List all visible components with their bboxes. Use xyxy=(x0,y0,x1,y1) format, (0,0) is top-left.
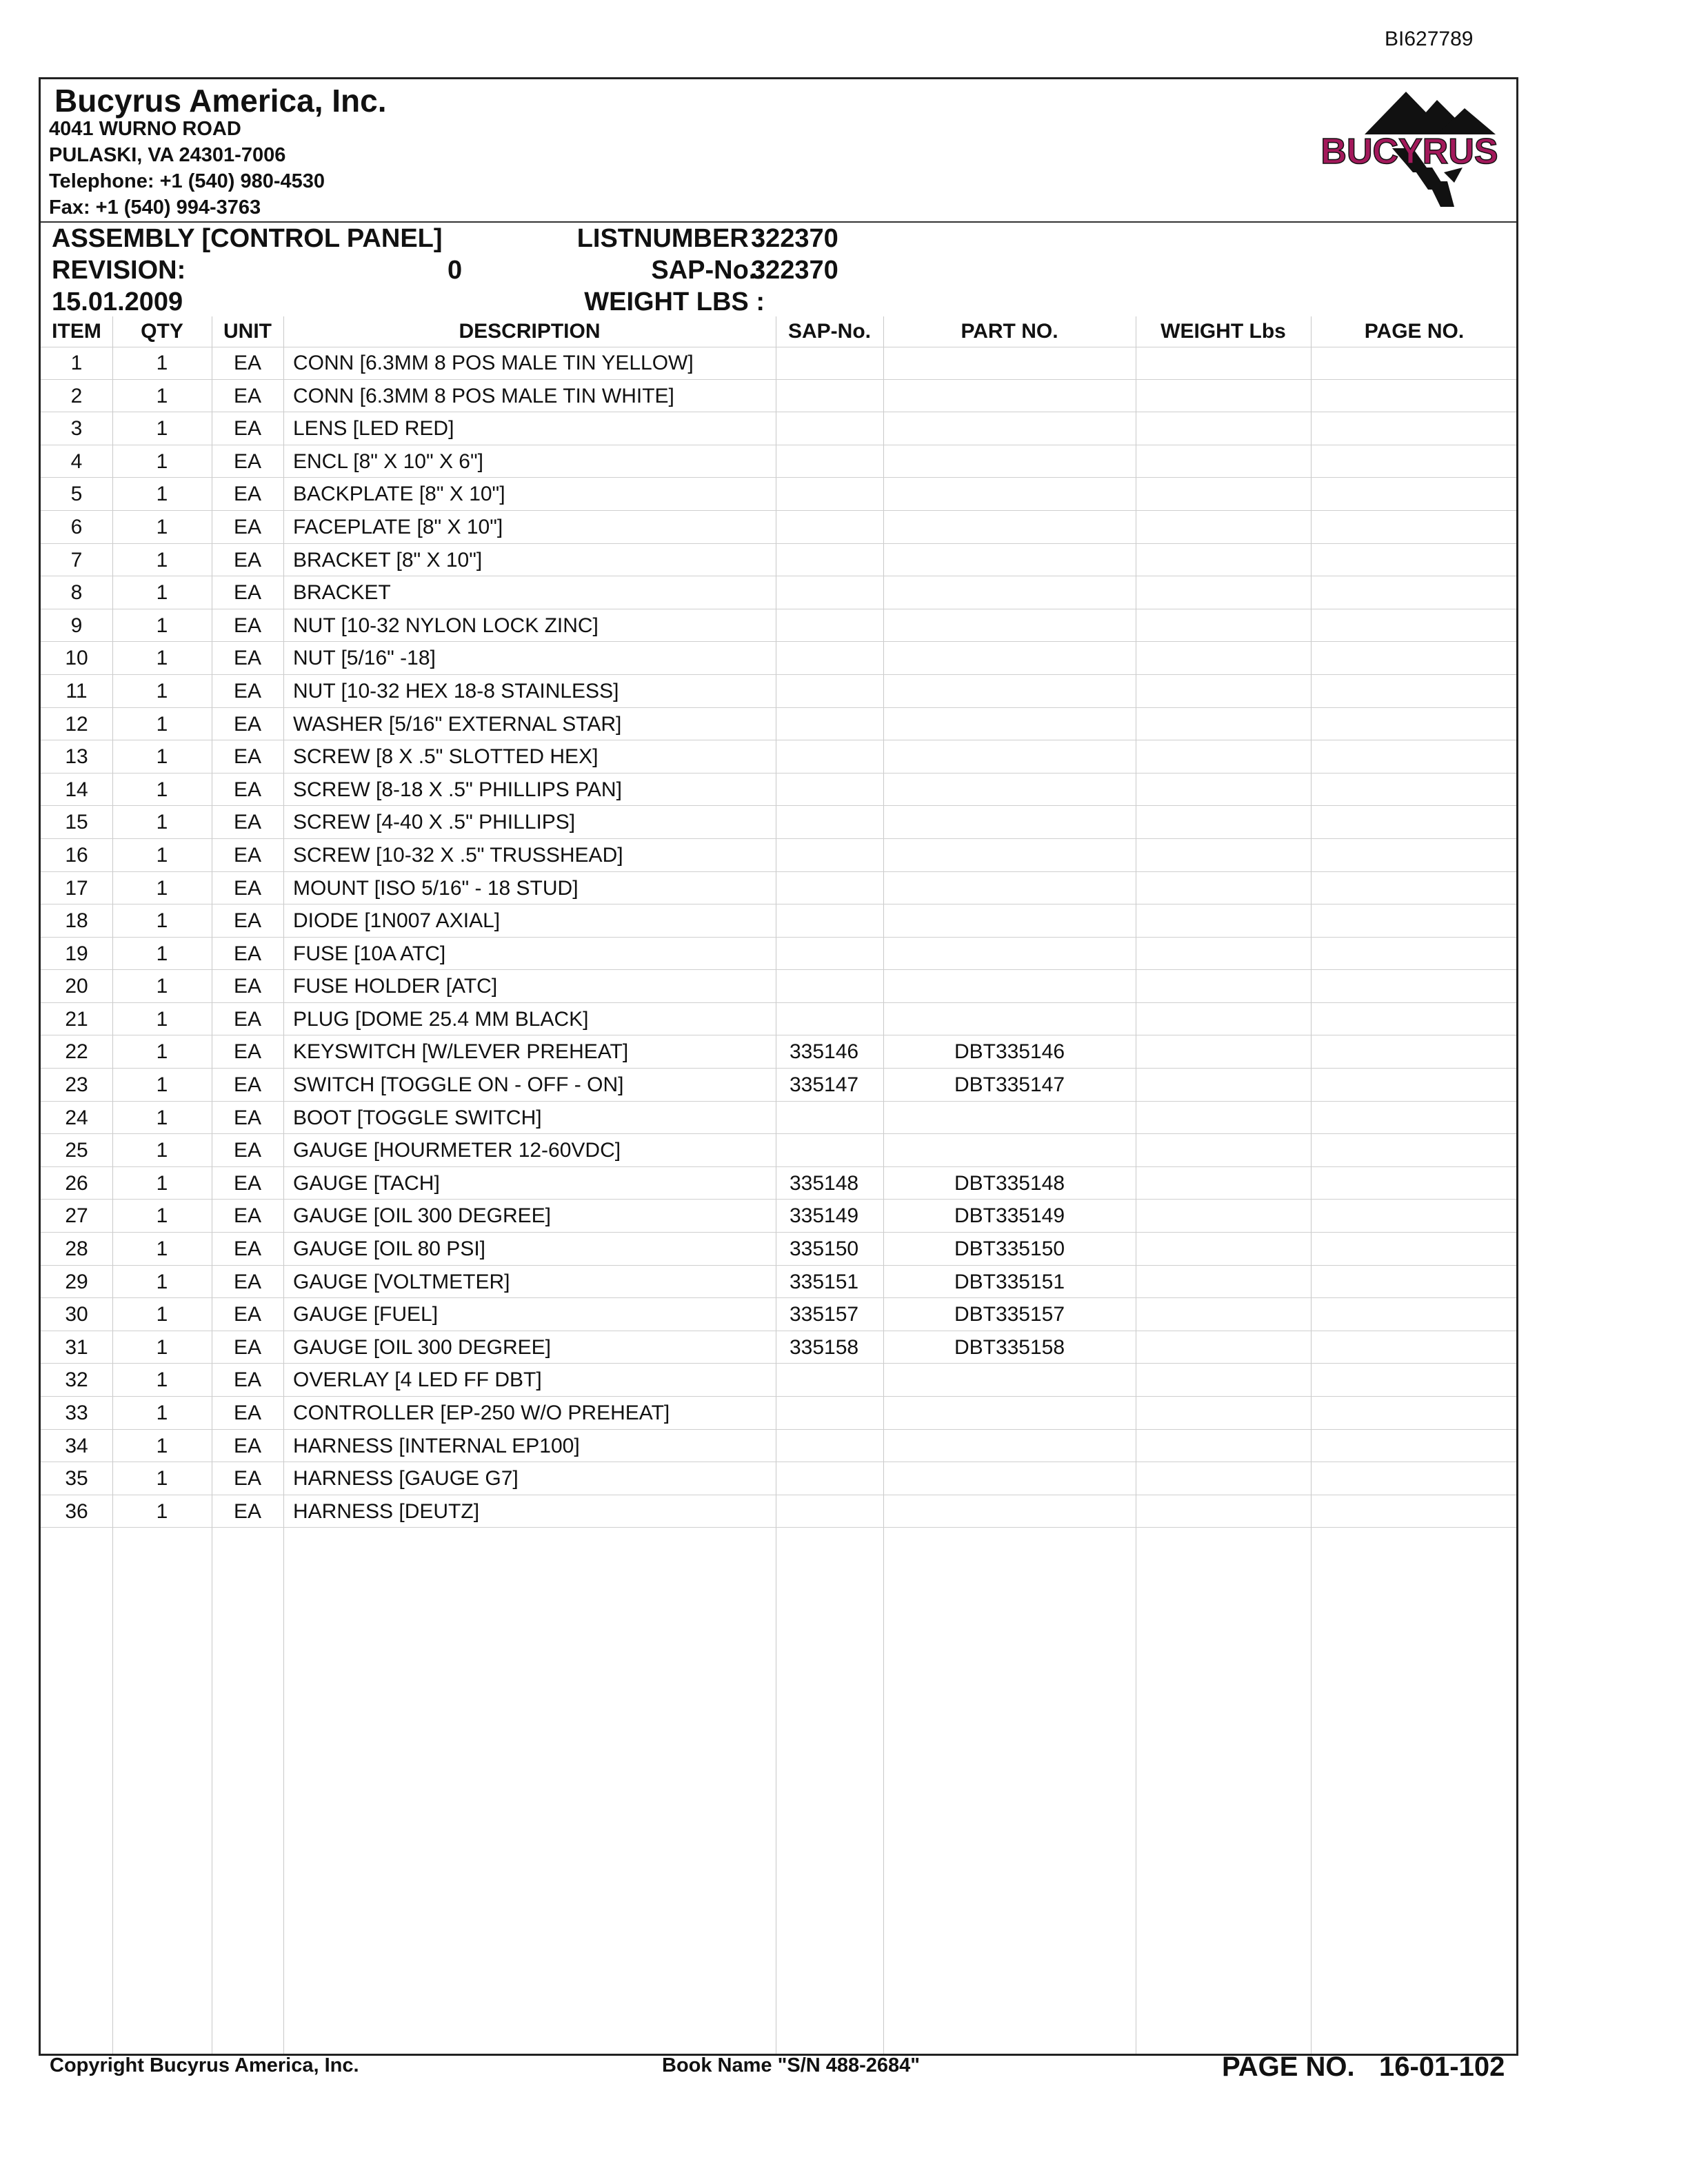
cell-quantity: 1 xyxy=(156,614,168,637)
cell-sap-number xyxy=(790,806,886,839)
cell-quantity: 1 xyxy=(156,745,168,769)
cell-part-number: DBT335151 xyxy=(954,1270,1065,1293)
cell-item-number: 12 xyxy=(65,712,88,736)
table-row xyxy=(41,380,1516,413)
cell-unit: EA xyxy=(233,1270,262,1293)
cell-description: DIODE [1N007 AXIAL] xyxy=(293,909,501,933)
cell-quantity: 1 xyxy=(156,942,168,965)
assembly-date: 15.01.2009 xyxy=(52,287,183,316)
cell-unit: EA xyxy=(233,909,262,933)
cell-part-number xyxy=(896,1397,1123,1430)
cell-part-number xyxy=(896,708,1123,741)
cell-unit: EA xyxy=(233,843,262,867)
company-telephone: Telephone: +1 (540) 980-4530 xyxy=(49,170,325,192)
cell-unit: EA xyxy=(233,778,262,801)
cell-part-number xyxy=(896,938,1123,971)
header-weight: WEIGHT Lbs xyxy=(1160,320,1286,343)
table-row xyxy=(41,1102,1516,1135)
book-name: Book Name "S/N 488-2684" xyxy=(662,2054,921,2076)
cell-description: BACKPLATE [8" X 10"] xyxy=(293,483,505,506)
table-row xyxy=(41,544,1516,577)
table-row xyxy=(41,1266,1516,1299)
cell-part-number: DBT335148 xyxy=(954,1171,1065,1195)
cell-item-number: 30 xyxy=(65,1303,88,1326)
cell-sap-number xyxy=(790,347,886,380)
cell-description: SCREW [4-40 X .5" PHILLIPS] xyxy=(293,811,576,834)
cell-item-number: 17 xyxy=(65,876,88,900)
bucyrus-logo xyxy=(1309,86,1509,217)
table-row xyxy=(41,708,1516,741)
cell-quantity: 1 xyxy=(156,1106,168,1129)
cell-item-number: 21 xyxy=(65,1007,88,1031)
table-row xyxy=(41,1397,1516,1430)
cell-part-number: DBT335149 xyxy=(954,1204,1065,1228)
cell-description: FACEPLATE [8" X 10"] xyxy=(293,515,503,538)
table-row xyxy=(41,675,1516,708)
cell-sap-number xyxy=(790,511,886,544)
cell-part-number: DBT335158 xyxy=(954,1335,1065,1359)
cell-quantity: 1 xyxy=(156,1139,168,1162)
cell-item-number: 36 xyxy=(65,1499,88,1523)
cell-description: BOOT [TOGGLE SWITCH] xyxy=(293,1106,542,1129)
cell-description: SCREW [10-32 X .5" TRUSSHEAD] xyxy=(293,843,623,867)
cell-description: NUT [5/16" -18] xyxy=(293,647,436,670)
cell-description: GAUGE [OIL 80 PSI] xyxy=(293,1237,485,1261)
cell-unit: EA xyxy=(233,679,262,702)
cell-unit: EA xyxy=(233,975,262,998)
page-number-value: 16-01-102 xyxy=(1379,2052,1505,2082)
table-row xyxy=(41,576,1516,609)
cell-description: ENCL [8" X 10" X 6"] xyxy=(293,449,483,473)
cell-description: GAUGE [FUEL] xyxy=(293,1303,439,1326)
cell-item-number: 6 xyxy=(70,515,83,538)
cell-item-number: 25 xyxy=(65,1139,88,1162)
listnumber-label: LISTNUMBER : xyxy=(576,224,765,253)
cell-unit: EA xyxy=(233,1499,262,1523)
cell-quantity: 1 xyxy=(156,1040,168,1064)
cell-sap-number xyxy=(790,1495,886,1528)
logo-wordmark: BUCYRUS xyxy=(1320,132,1498,172)
cell-part-number xyxy=(896,642,1123,675)
table-row xyxy=(41,1233,1516,1266)
sapno-value: 322370 xyxy=(751,256,838,285)
cell-description: CONN [6.3MM 8 POS MALE TIN YELLOW] xyxy=(293,352,694,374)
cell-item-number: 35 xyxy=(65,1467,88,1490)
cell-sap-number xyxy=(790,1364,886,1397)
company-name: Bucyrus America, Inc. xyxy=(54,83,387,119)
cell-description: KEYSWITCH [W/LEVER PREHEAT] xyxy=(293,1040,629,1064)
cell-unit: EA xyxy=(233,384,262,407)
cell-unit: EA xyxy=(233,417,262,441)
cell-sap-number: 335146 xyxy=(790,1040,859,1064)
cell-part-number xyxy=(896,412,1123,445)
cell-sap-number xyxy=(790,708,886,741)
cell-sap-number xyxy=(790,938,886,971)
cell-part-number: DBT335146 xyxy=(954,1040,1065,1064)
table-row xyxy=(41,839,1516,872)
table-row xyxy=(41,1035,1516,1069)
cell-quantity: 1 xyxy=(156,679,168,702)
cell-item-number: 16 xyxy=(65,843,88,867)
cell-quantity: 1 xyxy=(156,1467,168,1490)
cell-item-number: 19 xyxy=(65,942,88,965)
table-row xyxy=(41,1298,1516,1331)
cell-quantity: 1 xyxy=(156,1237,168,1261)
parts-list-sheet xyxy=(39,77,1518,2056)
cell-sap-number xyxy=(790,740,886,774)
cell-unit: EA xyxy=(233,1139,262,1162)
cell-part-number xyxy=(896,445,1123,478)
cell-quantity: 1 xyxy=(156,1499,168,1523)
table-row xyxy=(41,1331,1516,1364)
cell-part-number xyxy=(896,872,1123,905)
cell-quantity: 1 xyxy=(156,449,168,473)
table-row xyxy=(41,872,1516,905)
table-row xyxy=(41,1462,1516,1495)
cell-sap-number xyxy=(790,380,886,413)
cell-part-number: DBT335157 xyxy=(954,1303,1065,1326)
cell-unit: EA xyxy=(233,1303,262,1326)
cell-sap-number: 335148 xyxy=(790,1171,859,1195)
company-address-line2: PULASKI, VA 24301-7006 xyxy=(49,144,286,166)
cell-unit: EA xyxy=(233,449,262,473)
cell-part-number xyxy=(896,511,1123,544)
cell-quantity: 1 xyxy=(156,712,168,736)
cell-unit: EA xyxy=(233,1040,262,1064)
cell-item-number: 1 xyxy=(70,352,83,374)
copyright-text: Copyright Bucyrus America, Inc. xyxy=(50,2054,359,2076)
cell-unit: EA xyxy=(233,1434,262,1457)
table-row xyxy=(41,1134,1516,1167)
cell-item-number: 29 xyxy=(65,1270,88,1293)
cell-part-number xyxy=(896,1430,1123,1463)
cell-sap-number xyxy=(790,445,886,478)
header-sap-no: SAP-No. xyxy=(788,320,871,343)
cell-quantity: 1 xyxy=(156,909,168,933)
cell-unit: EA xyxy=(233,811,262,834)
cell-part-number: DBT335150 xyxy=(954,1237,1065,1261)
cell-unit: EA xyxy=(233,712,262,736)
cell-part-number xyxy=(896,576,1123,609)
cell-description: GAUGE [VOLTMETER] xyxy=(293,1270,510,1293)
cell-unit: EA xyxy=(233,1467,262,1490)
cell-sap-number xyxy=(790,774,886,807)
cell-item-number: 33 xyxy=(65,1402,88,1424)
cell-quantity: 1 xyxy=(156,483,168,506)
cell-quantity: 1 xyxy=(156,1402,168,1424)
cell-description: LENS [LED RED] xyxy=(293,417,454,441)
cell-item-number: 4 xyxy=(70,449,83,473)
assembly-title: ASSEMBLY [CONTROL PANEL] xyxy=(52,224,443,253)
cell-sap-number xyxy=(790,675,886,708)
cell-quantity: 1 xyxy=(156,843,168,867)
cell-sap-number xyxy=(790,970,886,1003)
cell-unit: EA xyxy=(233,1335,262,1359)
header-unit: UNIT xyxy=(223,320,272,343)
cell-description: OVERLAY [4 LED FF DBT] xyxy=(293,1368,542,1392)
cell-quantity: 1 xyxy=(156,811,168,834)
cell-unit: EA xyxy=(233,614,262,637)
cell-part-number xyxy=(896,675,1123,708)
table-row xyxy=(41,1200,1516,1233)
cell-item-number: 5 xyxy=(70,483,83,506)
company-address-line1: 4041 WURNO ROAD xyxy=(49,118,241,140)
cell-sap-number xyxy=(790,1134,886,1167)
cell-item-number: 15 xyxy=(65,811,88,834)
cell-quantity: 1 xyxy=(156,876,168,900)
table-row xyxy=(41,774,1516,807)
cell-part-number xyxy=(896,806,1123,839)
revision-label: REVISION: xyxy=(52,256,186,285)
cell-unit: EA xyxy=(233,1171,262,1195)
cell-item-number: 11 xyxy=(66,679,88,702)
table-row xyxy=(41,1430,1516,1463)
cell-description: HARNESS [DEUTZ] xyxy=(293,1499,480,1523)
cell-part-number xyxy=(896,1003,1123,1036)
cell-description: CONN [6.3MM 8 POS MALE TIN WHITE] xyxy=(293,384,674,407)
cell-part-number xyxy=(896,1364,1123,1397)
cell-sap-number: 335150 xyxy=(790,1237,859,1261)
cell-unit: EA xyxy=(233,581,262,605)
cell-item-number: 3 xyxy=(70,417,83,441)
cell-description: SCREW [8-18 X .5" PHILLIPS PAN] xyxy=(293,778,622,801)
cell-item-number: 20 xyxy=(65,975,88,998)
cell-sap-number xyxy=(790,412,886,445)
cell-sap-number xyxy=(790,1430,886,1463)
listnumber-value: 322370 xyxy=(751,224,838,253)
cell-sap-number xyxy=(790,1462,886,1495)
cell-item-number: 24 xyxy=(65,1106,88,1129)
cell-part-number xyxy=(896,478,1123,511)
cell-item-number: 31 xyxy=(65,1335,88,1359)
table-row xyxy=(41,412,1516,445)
company-fax: Fax: +1 (540) 994-3763 xyxy=(49,196,261,219)
cell-quantity: 1 xyxy=(156,1270,168,1293)
cell-part-number xyxy=(896,839,1123,872)
cell-description: GAUGE [OIL 300 DEGREE] xyxy=(293,1204,552,1228)
cell-unit: EA xyxy=(233,548,262,572)
cell-quantity: 1 xyxy=(156,647,168,670)
cell-unit: EA xyxy=(233,876,262,900)
cell-unit: EA xyxy=(233,1073,262,1097)
table-row xyxy=(41,806,1516,839)
cell-sap-number xyxy=(790,872,886,905)
cell-part-number xyxy=(896,1495,1123,1528)
cell-quantity: 1 xyxy=(156,515,168,538)
cell-part-number xyxy=(896,544,1123,577)
cell-unit: EA xyxy=(233,647,262,670)
header-divider xyxy=(41,221,1516,223)
weight-label: WEIGHT LBS : xyxy=(584,287,765,316)
cell-unit: EA xyxy=(233,483,262,506)
document-id: BI627789 xyxy=(1385,28,1474,50)
cell-quantity: 1 xyxy=(156,1368,168,1392)
cell-description: FUSE [10A ATC] xyxy=(293,942,446,965)
table-row xyxy=(41,642,1516,675)
cell-quantity: 1 xyxy=(156,1171,168,1195)
parts-table-body xyxy=(41,347,1516,1528)
cell-quantity: 1 xyxy=(156,975,168,998)
cell-part-number xyxy=(896,1134,1123,1167)
cell-description: NUT [10-32 HEX 18-8 STAINLESS] xyxy=(293,679,619,702)
cell-sap-number: 335147 xyxy=(790,1073,859,1097)
cell-sap-number xyxy=(790,609,886,643)
cell-description: GAUGE [HOURMETER 12-60VDC] xyxy=(293,1139,621,1162)
cell-sap-number xyxy=(790,1397,886,1430)
cell-sap-number: 335158 xyxy=(790,1335,859,1359)
cell-description: HARNESS [GAUGE G7] xyxy=(293,1467,519,1490)
cell-item-number: 8 xyxy=(70,581,83,605)
cell-part-number xyxy=(896,970,1123,1003)
table-row xyxy=(41,609,1516,643)
cell-item-number: 26 xyxy=(65,1171,88,1195)
cell-item-number: 9 xyxy=(70,614,83,637)
cell-sap-number: 335149 xyxy=(790,1204,859,1228)
cell-sap-number xyxy=(790,1102,886,1135)
cell-part-number: DBT335147 xyxy=(954,1073,1065,1097)
table-row xyxy=(41,904,1516,938)
table-row xyxy=(41,938,1516,971)
table-row xyxy=(41,1495,1516,1528)
cell-description: MOUNT [ISO 5/16" - 18 STUD] xyxy=(293,876,579,900)
sapno-label: SAP-No.: xyxy=(651,256,765,285)
cell-part-number xyxy=(896,1462,1123,1495)
cell-item-number: 34 xyxy=(65,1434,88,1457)
table-row xyxy=(41,1069,1516,1102)
cell-sap-number xyxy=(790,544,886,577)
revision-value: 0 xyxy=(448,256,463,285)
cell-unit: EA xyxy=(233,1204,262,1228)
cell-quantity: 1 xyxy=(156,352,168,374)
cell-unit: EA xyxy=(233,745,262,769)
cell-sap-number xyxy=(790,576,886,609)
cell-quantity: 1 xyxy=(156,548,168,572)
cell-unit: EA xyxy=(233,352,262,374)
table-row xyxy=(41,1167,1516,1200)
table-row xyxy=(41,478,1516,511)
cell-item-number: 28 xyxy=(65,1237,88,1261)
header-page-no: PAGE NO. xyxy=(1364,320,1465,343)
cell-unit: EA xyxy=(233,1007,262,1031)
cell-description: FUSE HOLDER [ATC] xyxy=(293,975,498,998)
table-row xyxy=(41,347,1516,380)
cell-description: PLUG [DOME 25.4 MM BLACK] xyxy=(293,1007,589,1031)
header-qty: QTY xyxy=(141,320,183,343)
cell-part-number xyxy=(896,347,1123,380)
cell-quantity: 1 xyxy=(156,581,168,605)
cell-quantity: 1 xyxy=(156,417,168,441)
cell-description: CONTROLLER [EP-250 W/O PREHEAT] xyxy=(293,1402,670,1424)
cell-description: GAUGE [TACH] xyxy=(293,1171,440,1195)
cell-item-number: 10 xyxy=(65,647,88,670)
cell-quantity: 1 xyxy=(156,1434,168,1457)
page-number-label: PAGE NO. xyxy=(1222,2052,1355,2082)
cell-quantity: 1 xyxy=(156,384,168,407)
table-row xyxy=(41,740,1516,774)
cell-description: BRACKET [8" X 10"] xyxy=(293,548,483,572)
cell-part-number xyxy=(896,1102,1123,1135)
cell-item-number: 32 xyxy=(65,1368,88,1392)
cell-part-number xyxy=(896,904,1123,938)
cell-item-number: 13 xyxy=(65,745,88,769)
cell-item-number: 18 xyxy=(65,909,88,933)
cell-item-number: 14 xyxy=(65,778,88,801)
table-row xyxy=(41,1364,1516,1397)
cell-quantity: 1 xyxy=(156,1073,168,1097)
cell-item-number: 23 xyxy=(65,1073,88,1097)
table-row xyxy=(41,1003,1516,1036)
cell-sap-number xyxy=(790,478,886,511)
cell-description: NUT [10-32 NYLON LOCK ZINC] xyxy=(293,614,599,637)
cell-unit: EA xyxy=(233,515,262,538)
table-row xyxy=(41,511,1516,544)
table-row xyxy=(41,445,1516,478)
cell-part-number xyxy=(896,609,1123,643)
cell-description: SCREW [8 X .5" SLOTTED HEX] xyxy=(293,745,599,769)
cell-unit: EA xyxy=(233,1237,262,1261)
cell-quantity: 1 xyxy=(156,1204,168,1228)
cell-part-number xyxy=(896,380,1123,413)
cell-part-number xyxy=(896,740,1123,774)
cell-sap-number: 335157 xyxy=(790,1303,859,1326)
cell-part-number xyxy=(896,774,1123,807)
cell-quantity: 1 xyxy=(156,778,168,801)
cell-item-number: 22 xyxy=(65,1040,88,1064)
cell-unit: EA xyxy=(233,1402,262,1424)
header-item: ITEM xyxy=(52,320,101,343)
cell-quantity: 1 xyxy=(156,1335,168,1359)
cell-item-number: 27 xyxy=(65,1204,88,1228)
header-part-no: PART NO. xyxy=(961,320,1058,343)
table-row xyxy=(41,970,1516,1003)
cell-description: SWITCH [TOGGLE ON - OFF - ON] xyxy=(293,1073,624,1097)
cell-sap-number xyxy=(790,1003,886,1036)
cell-sap-number xyxy=(790,839,886,872)
header-description: DESCRIPTION xyxy=(459,320,601,343)
cell-item-number: 2 xyxy=(70,384,83,407)
cell-unit: EA xyxy=(233,1106,262,1129)
cell-description: WASHER [5/16" EXTERNAL STAR] xyxy=(293,712,622,736)
cell-sap-number xyxy=(790,904,886,938)
cell-unit: EA xyxy=(233,942,262,965)
cell-unit: EA xyxy=(233,1368,262,1392)
cell-sap-number: 335151 xyxy=(790,1270,859,1293)
cell-quantity: 1 xyxy=(156,1007,168,1031)
cell-item-number: 7 xyxy=(70,548,83,572)
cell-quantity: 1 xyxy=(156,1303,168,1326)
cell-description: GAUGE [OIL 300 DEGREE] xyxy=(293,1335,552,1359)
cell-sap-number xyxy=(790,642,886,675)
cell-description: HARNESS [INTERNAL EP100] xyxy=(293,1434,580,1457)
cell-description: BRACKET xyxy=(293,581,391,605)
